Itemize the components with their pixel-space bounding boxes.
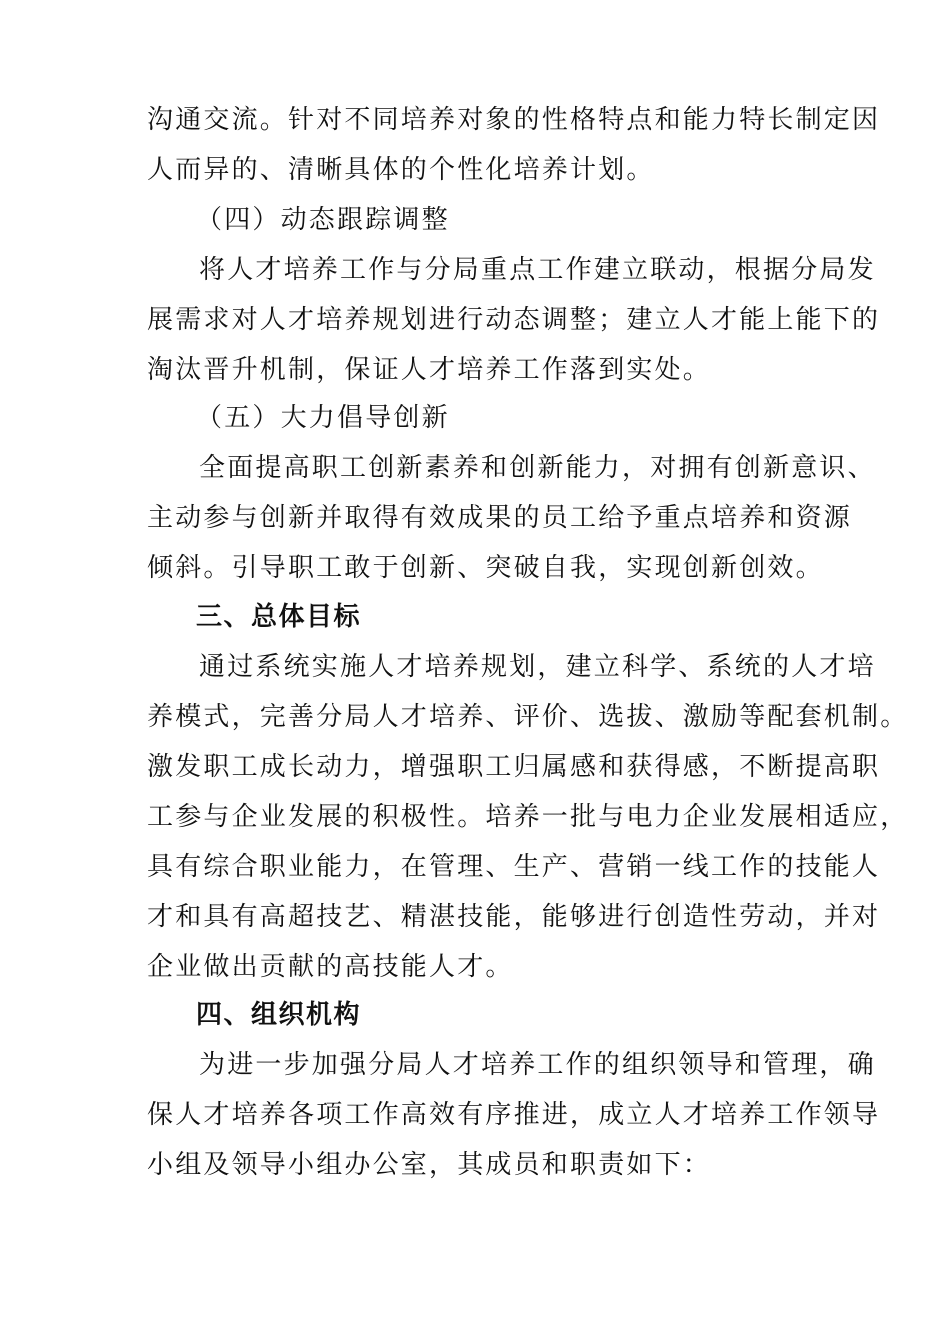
- text-line: 才和具有高超技艺、精湛技能，能够进行创造性劳动，并对: [147, 902, 881, 932]
- text-line: 保人才培养各项工作高效有序推进，成立人才培养工作领导: [147, 1100, 881, 1130]
- text-line: 倾斜。引导职工敢于创新、突破自我，实现创新创效。: [147, 553, 824, 583]
- section-heading-overall-goals: 三、总体目标: [196, 602, 362, 632]
- text-line: 具有综合职业能力，在管理、生产、营销一线工作的技能人: [147, 852, 881, 882]
- text-line: 淘汰晋升机制，保证人才培养工作落到实处。: [147, 355, 712, 385]
- text-line: 全面提高职工创新素养和创新能力，对拥有创新意识、: [199, 453, 876, 483]
- subheading-innovation: （五）大力倡导创新: [196, 403, 450, 433]
- text-line: 通过系统实施人才培养规划，建立科学、系统的人才培: [199, 652, 876, 682]
- text-line: 激发职工成长动力，增强职工归属感和获得感，不断提高职: [147, 752, 881, 782]
- text-line: 为进一步加强分局人才培养工作的组织领导和管理，确: [199, 1050, 876, 1080]
- paragraph-organization: [147, 1040, 881, 1190]
- subheading-dynamic-tracking: （四）动态跟踪调整: [196, 205, 450, 235]
- text-line: 工参与企业发展的积极性。培养一批与电力企业发展相适应，: [147, 802, 909, 832]
- text-line: 养模式，完善分局人才培养、评价、选拔、激励等配套机制。: [147, 702, 909, 732]
- text-line: 企业做出贡献的高技能人才。: [147, 952, 514, 982]
- text-line: 展需求对人才培养规划进行动态调整；建立人才能上能下的: [147, 305, 881, 335]
- text-line: 将人才培养工作与分局重点工作建立联动，根据分局发: [199, 255, 876, 285]
- paragraph-overall-goals: [147, 642, 909, 992]
- section-heading-organization: 四、组织机构: [196, 1000, 362, 1030]
- text-line: 小组及领导小组办公室，其成员和职责如下：: [147, 1150, 712, 1180]
- text-line: 主动参与创新并取得有效成果的员工给予重点培养和资源: [147, 503, 853, 533]
- paragraph-continuation: [147, 95, 881, 195]
- text-line: 沟通交流。针对不同培养对象的性格特点和能力特长制定因: [147, 105, 881, 135]
- paragraph-dynamic-tracking: [147, 245, 881, 395]
- text-line: 人而异的、清晰具体的个性化培养计划。: [147, 155, 655, 185]
- paragraph-innovation: [147, 443, 876, 593]
